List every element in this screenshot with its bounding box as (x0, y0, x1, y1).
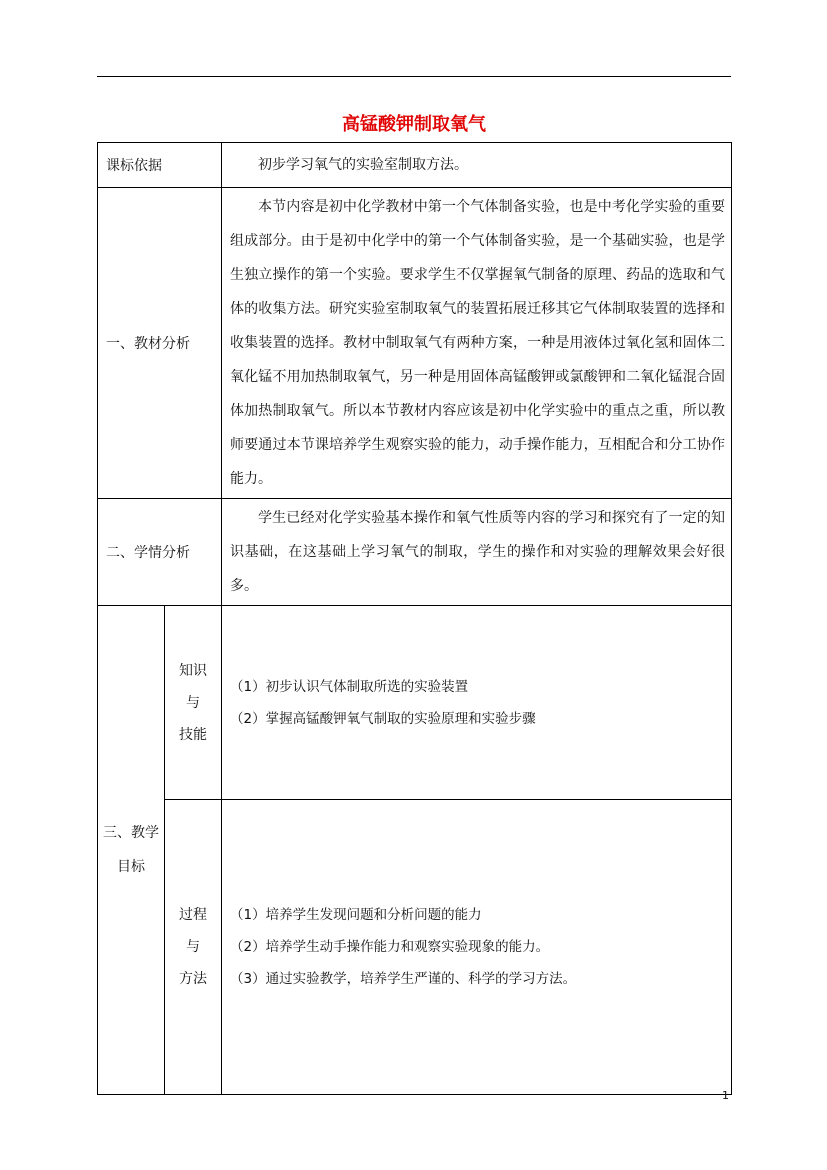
document-title: 高锰酸钾制取氧气 (342, 114, 486, 135)
textbook-content: 本节内容是初中化学教材中第一个气体制备实验，也是中考化学实验的重要组成部分。由于是初中化学中的第一个气体制备实验，是一个基础实验，也是学生独立操作的第一个实验。要求学生不仅掌握氧气制备的原理、药品的选取和气体的收集方法。研究实验室制取氧气的装置拓展迁移其它气体制取装置的选择和收集装置的选择。教材中制取氧气有两种方案，一种是用液体过氧化氢和固体二氧化锰不用加热制取氧气，另一种是用固体高锰酸钾或氯酸钾和二氧化锰混合固体加热制取氧气。所以本节教材内容应该是初中化学实验中的重点之重，所以教师要通过本节课培养学生观察实验的能力，动手操作能力，互相配合和分工协作能力。 (222, 188, 732, 499)
knowledge-label (165, 606, 222, 800)
list-item: （1）培养学生发现问题和分析问题的能力 (230, 907, 482, 923)
goals-label-line2: 目标 (117, 859, 145, 875)
row-students (98, 499, 732, 606)
knowledge-list (222, 606, 732, 800)
header-rule (97, 76, 731, 77)
process-label-line1: 过程 (179, 907, 207, 923)
knowledge-label-line3: 技能 (179, 726, 207, 743)
lesson-plan-table (97, 142, 732, 1095)
standard-content: 初步学习氧气的实验室制取方法。 (222, 143, 732, 188)
list-item: （1）初步认识气体制取所选的实验装置 (230, 678, 469, 695)
process-label-line3: 方法 (179, 971, 207, 987)
row-standard (98, 143, 732, 188)
knowledge-label-line1: 知识 (179, 662, 207, 679)
list-item: （2）培养学生动手操作能力和观察实验现象的能力。 (230, 939, 550, 955)
goals-label-line1: 三、教学 (103, 825, 159, 841)
process-list (222, 800, 732, 1095)
page-number: 1 (722, 1089, 729, 1102)
knowledge-label-line2: 与 (186, 694, 200, 711)
row-textbook (98, 188, 732, 499)
students-content: 学生已经对化学实验基本操作和氧气性质等内容的学习和探究有了一定的知识基础，在这基础上学习氧气的制取，学生的操作和对实验的理解效果会好很多。 (222, 499, 732, 606)
process-label-line2: 与 (186, 939, 200, 955)
standard-label: 课标依据 (98, 143, 222, 188)
goals-label (98, 606, 165, 1095)
students-label: 二、学情分析 (98, 499, 222, 606)
list-item: （3）通过实验教学，培养学生严谨的、科学的学习方法。 (230, 971, 577, 987)
list-item: （2）掌握高锰酸钾氧气制取的实验原理和实验步骤 (230, 710, 536, 727)
row-goals-process (98, 800, 732, 1095)
textbook-label: 一、教材分析 (98, 188, 222, 499)
row-goals-knowledge (98, 606, 732, 800)
process-label (165, 800, 222, 1095)
